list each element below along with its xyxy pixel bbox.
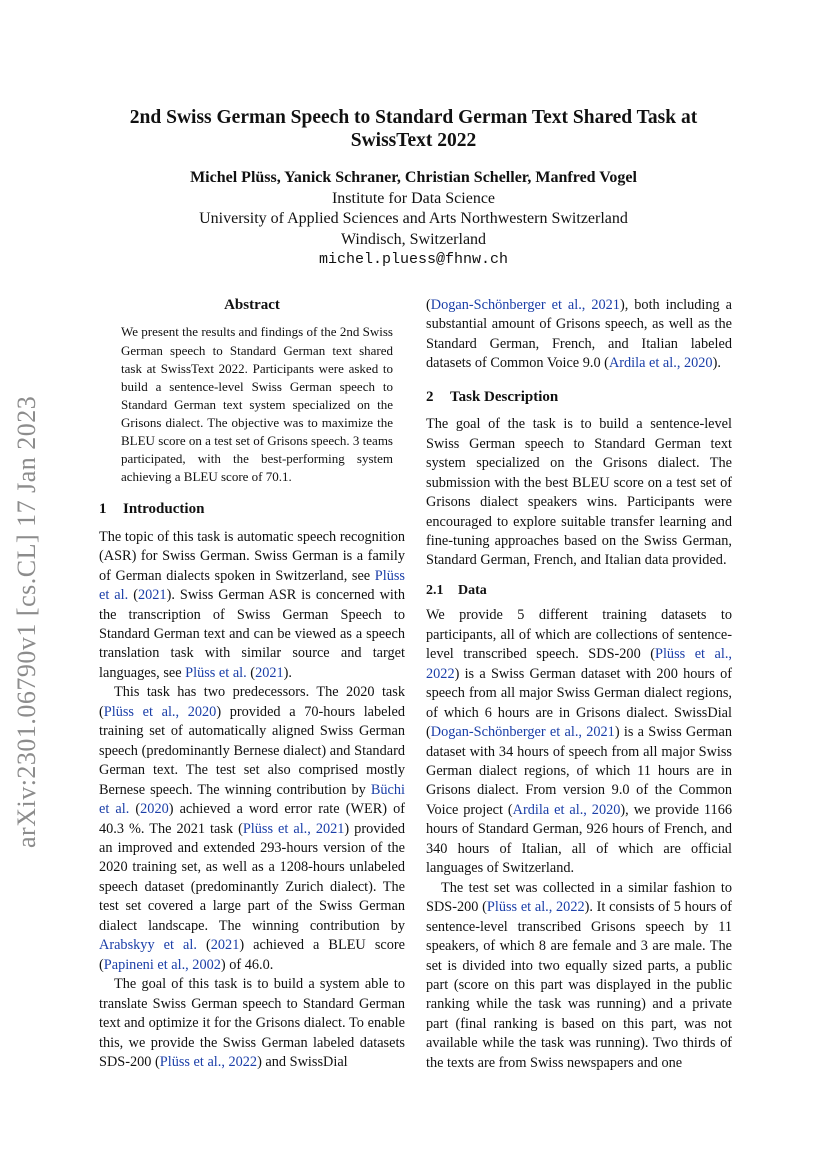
intro-paragraph-3: The goal of this task is to build a system able to translate Swiss German speech to Standard German text and optimize it for the Grisons dialect. To enable this, we provide the Swiss German labeled datasets SDS-200 (Plüss et al., 2022) and SwissDial	[99, 976, 405, 1070]
section-introduction-heading: 1 Introduction	[99, 501, 205, 518]
data-paragraph-1: We provide 5 different training datasets to participants, all of which are collections of sentence-level transcribed speech. SDS-200 (Plüss et al., 2022) is a Swiss German dataset with 200 hours of speech from all major Swiss German dialect regions, of which 6 hours are in Grisons dialect. SwissDial (Dogan-Schönberger et al., 2021) is a Swiss German dataset with 34 hours of speech from all major Swiss German dialect regions, of which 11 hours are in Grisons dialect. From version 9.0 of the Common Voice project (Ardila et al., 2020), we provide 1166 hours of Standard German, 926 hours of French, and 340 hours of Italian, all of which are official languages of Switzerland.	[426, 607, 732, 877]
arxiv-identifier: arXiv:2301.06790v1 [cs.CL] 17 Jan 2023	[12, 395, 41, 848]
citation-link[interactable]: Plüss et al., 2021	[242, 820, 345, 837]
title-line-2: SwissText 2022	[350, 130, 477, 151]
data-paragraph-2: The test set was collected in a similar fashion to SDS-200 (Plüss et al., 2022). It consists of 5 hours of sentence-level transcribed Grisons speech by 11 speakers, of which 8 are female and 3 are male. The set is divided into two equally sized parts, a public part (score on this part was displayed in the public ranking while the task was running) and a private part (final ranking is based on this part, was not available while the task was running). Two thirds of the texts are from Swiss newspapers and one	[426, 879, 732, 1071]
citation-link[interactable]: 2021	[137, 587, 167, 604]
citation-link[interactable]: 2021	[210, 937, 240, 954]
affiliation-institute: Institute for Data Science	[331, 189, 496, 207]
title-line-1: 2nd Swiss German Speech to Standard German Text Shared Task at	[129, 107, 698, 128]
citation-link[interactable]: 2021	[255, 664, 284, 681]
citation-link[interactable]: 2020	[140, 801, 169, 818]
citation-link[interactable]: Plüss et al., 2022	[159, 1053, 258, 1070]
task-description-paragraph: The goal of the task is to build a sentence-level Swiss German speech to Standard German text system specialized on the Grisons dialect. The submission with the best BLEU score on a test set of Grisons dialect speakers wins. Participants were encouraged to explore suitable transfer learning and fine-tuning approaches based on the Swiss German, Standard German, French, and Italian data provided.	[426, 416, 732, 569]
citation-link[interactable]: Papineni et al., 2002	[103, 956, 221, 973]
left-column	[99, 296, 405, 1072]
citation-link[interactable]: Ardila et al., 2020	[512, 801, 621, 818]
intro-paragraph-3-continued: (Dogan-Schönberger et al., 2021), both including a substantial amount of Grisons speech, as well as the Standard German, French, and Italian labeled datasets of Common Voice 9.0 (Ardila et al., 2020).	[426, 297, 732, 372]
citation-link[interactable]: Ardila et al., 2020	[608, 355, 713, 372]
right-column	[426, 296, 732, 1073]
citation-link[interactable]: Plüss et al., 2022	[426, 646, 732, 682]
intro-paragraph-1: The topic of this task is automatic speech recognition (ASR) for Swiss German. Swiss German is a family of German dialects spoken in Switzerland, see Plüss et al. (2021). Swiss German ASR is concerned with the transcription of Swiss German Speech to Standard German text and can be viewed as a speech translation task with similar source and target languages, see Plüss et al. (2021).	[99, 528, 405, 681]
abstract-text: We present the results and findings of the 2nd Swiss German speech to Standard German text shared task at SwissText 2022. Participants were asked to build a sentence-level Swiss German speech to Standard German text system specialized on the Grisons dialect. The objective was to maximize the BLEU score on a test set of Grisons speech. 3 teams participated, with the best-performing system achieving a BLEU score of 70.1.	[121, 324, 393, 485]
subsection-data-heading: 2.1 Data	[426, 582, 487, 598]
citation-link[interactable]: Plüss et al., 2022	[486, 899, 585, 916]
citation-link[interactable]: Dogan-Schönberger et al., 2021	[430, 724, 615, 741]
citation-link[interactable]: Plüss et al.	[99, 567, 405, 604]
author-names: Michel Plüss, Yanick Schraner, Christian Scheller, Manfred Vogel	[190, 169, 637, 186]
citation-link[interactable]: Büchi et al.	[99, 781, 405, 818]
abstract-heading: Abstract	[224, 297, 280, 313]
author-email[interactable]: michel.pluess@fhnw.ch	[318, 251, 509, 268]
citation-link[interactable]: Dogan-Schönberger et al., 2021	[430, 297, 620, 313]
affiliation-university: University of Applied Sciences and Arts Northwestern Switzerland	[199, 210, 628, 227]
citation-link[interactable]: Arabskyy et al.	[99, 937, 197, 954]
citation-link[interactable]: Plüss et al., 2020	[103, 703, 217, 720]
intro-paragraph-2: This task has two predecessors. The 2020 task (Plüss et al., 2020) provided a 70-hours labeled training set of automatically aligned Swiss German speech (predominantly Bernese dialect) and Standard German text. The test set also comprised mostly Bernese speech. The winning contribution by Büchi et al. (2020) achieved a word error rate (WER) of 40.3 %. The 2021 task (Plüss et al., 2021) provided an improved and extended 293-hours version of the 2020 training set, as well as a 1208-hours unlabeled speech dataset (predominantly Zurich dialect). The test set covered a large part of the Swiss German dialect landscape. The winning contribution by Arabskyy et al. (2021) achieved a BLEU score (Papineni et al., 2002) of 46.0.	[99, 684, 405, 973]
section-task-description-heading: 2 Task Description	[426, 388, 559, 405]
citation-link[interactable]: Plüss et al.	[185, 664, 247, 681]
affiliation-location: Windisch, Switzerland	[340, 230, 487, 248]
paper-title	[100, 106, 727, 152]
author-block	[100, 168, 727, 271]
